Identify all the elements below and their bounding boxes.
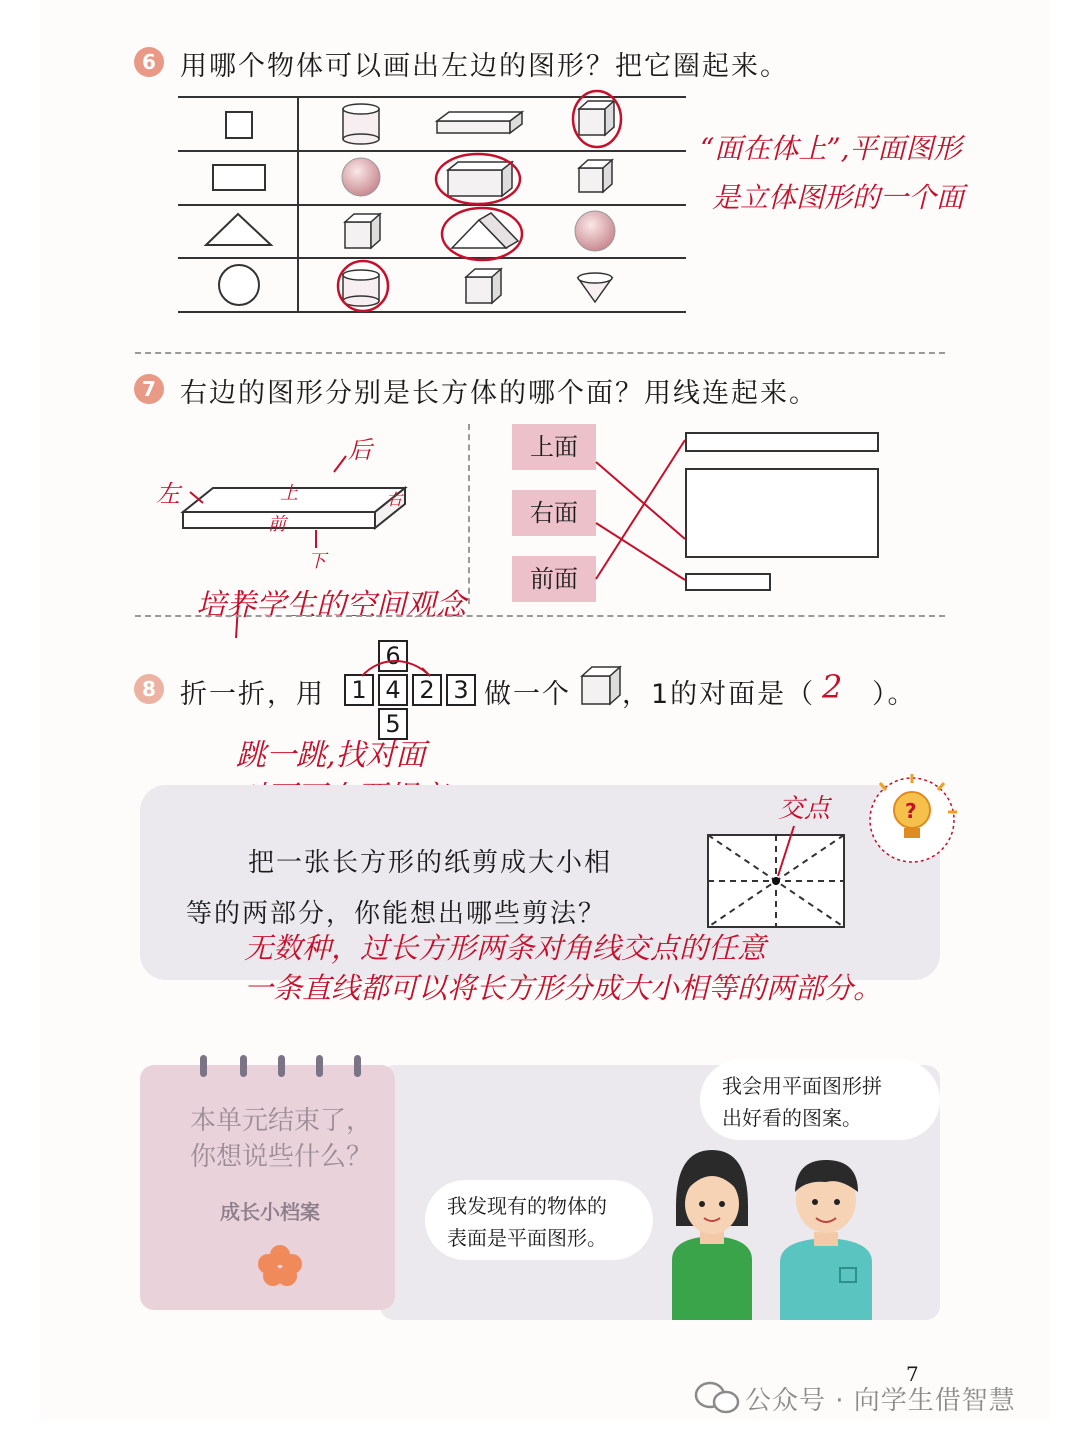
boy-bubble-line2: 出好看的图案。: [722, 1106, 862, 1130]
think-line2: 等的两部分，你能想出哪些剪法？: [186, 899, 607, 929]
watermark-text: 公众号 · 向学生借智慧: [745, 1386, 1016, 1416]
q6-annotation-line1: “面在体上”,平面图形: [700, 132, 962, 165]
summary-prompt-line2: 你想说些什么？: [190, 1142, 373, 1172]
boy-bubble-line1: 我会用平面图形拼: [722, 1074, 882, 1098]
net-cell-5: 5: [378, 708, 408, 740]
net-cell-3: 3: [446, 674, 476, 706]
page-number: 7: [906, 1362, 921, 1386]
q8-annotation-line1: 跳一跳,找对面: [236, 738, 426, 773]
intersection-label: 交点: [778, 794, 831, 824]
think-answer-line1: 无数种，过长方形两条对角线交点的任意: [244, 931, 767, 965]
question-7-text: 右边的图形分别是长方体的哪个面？用线连起来。: [180, 378, 818, 409]
net-cell-6: 6: [378, 640, 408, 672]
label-right-face[interactable]: 右面: [512, 490, 596, 536]
label-top-face[interactable]: 上面: [512, 424, 596, 470]
label-front-face[interactable]: 前面: [512, 556, 596, 602]
girl-bubble-line2: 表面是平面图形。: [447, 1226, 607, 1250]
net-cell-4: 4: [378, 674, 408, 706]
think-answer-line2: 一条直线都可以将长方形分成大小相等的两部分。: [244, 971, 883, 1005]
front-label: 前: [268, 514, 286, 535]
question-7-number: 7: [134, 374, 164, 404]
net-cell-1: 1: [344, 674, 374, 706]
question-6-text: 用哪个物体可以画出左边的图形？把它圈起来。: [180, 51, 789, 82]
top-label: 上: [280, 483, 298, 504]
net-cell-2: 2: [412, 674, 442, 706]
q7-annotation: 培养学生的空间观念: [196, 588, 466, 623]
archive-title: 成长小档案: [220, 1200, 320, 1224]
q6-annotation-line2: 是立体图形的一个面: [712, 181, 965, 214]
bottom-label: 下: [308, 551, 326, 572]
question-6-number: 6: [134, 47, 164, 77]
q8-suffix: ，1的对面是（: [622, 679, 816, 710]
girl-bubble-line1: 我发现有的物体的: [447, 1194, 607, 1218]
question-8-number: 8: [134, 674, 164, 704]
right-label: 右: [386, 490, 403, 509]
back-label: 后: [348, 436, 372, 464]
summary-prompt-line1: 本单元结束了，: [190, 1106, 373, 1136]
q8-prefix: 折一折，用: [180, 679, 325, 710]
left-label: 左: [156, 480, 180, 508]
think-line1: 把一张长方形的纸剪成大小相: [248, 848, 613, 878]
q8-middle: 做一个: [484, 679, 571, 710]
q8-answer[interactable]: 2: [822, 668, 843, 706]
svg-text:?: ?: [905, 799, 917, 823]
q8-close: ）。: [872, 679, 917, 710]
